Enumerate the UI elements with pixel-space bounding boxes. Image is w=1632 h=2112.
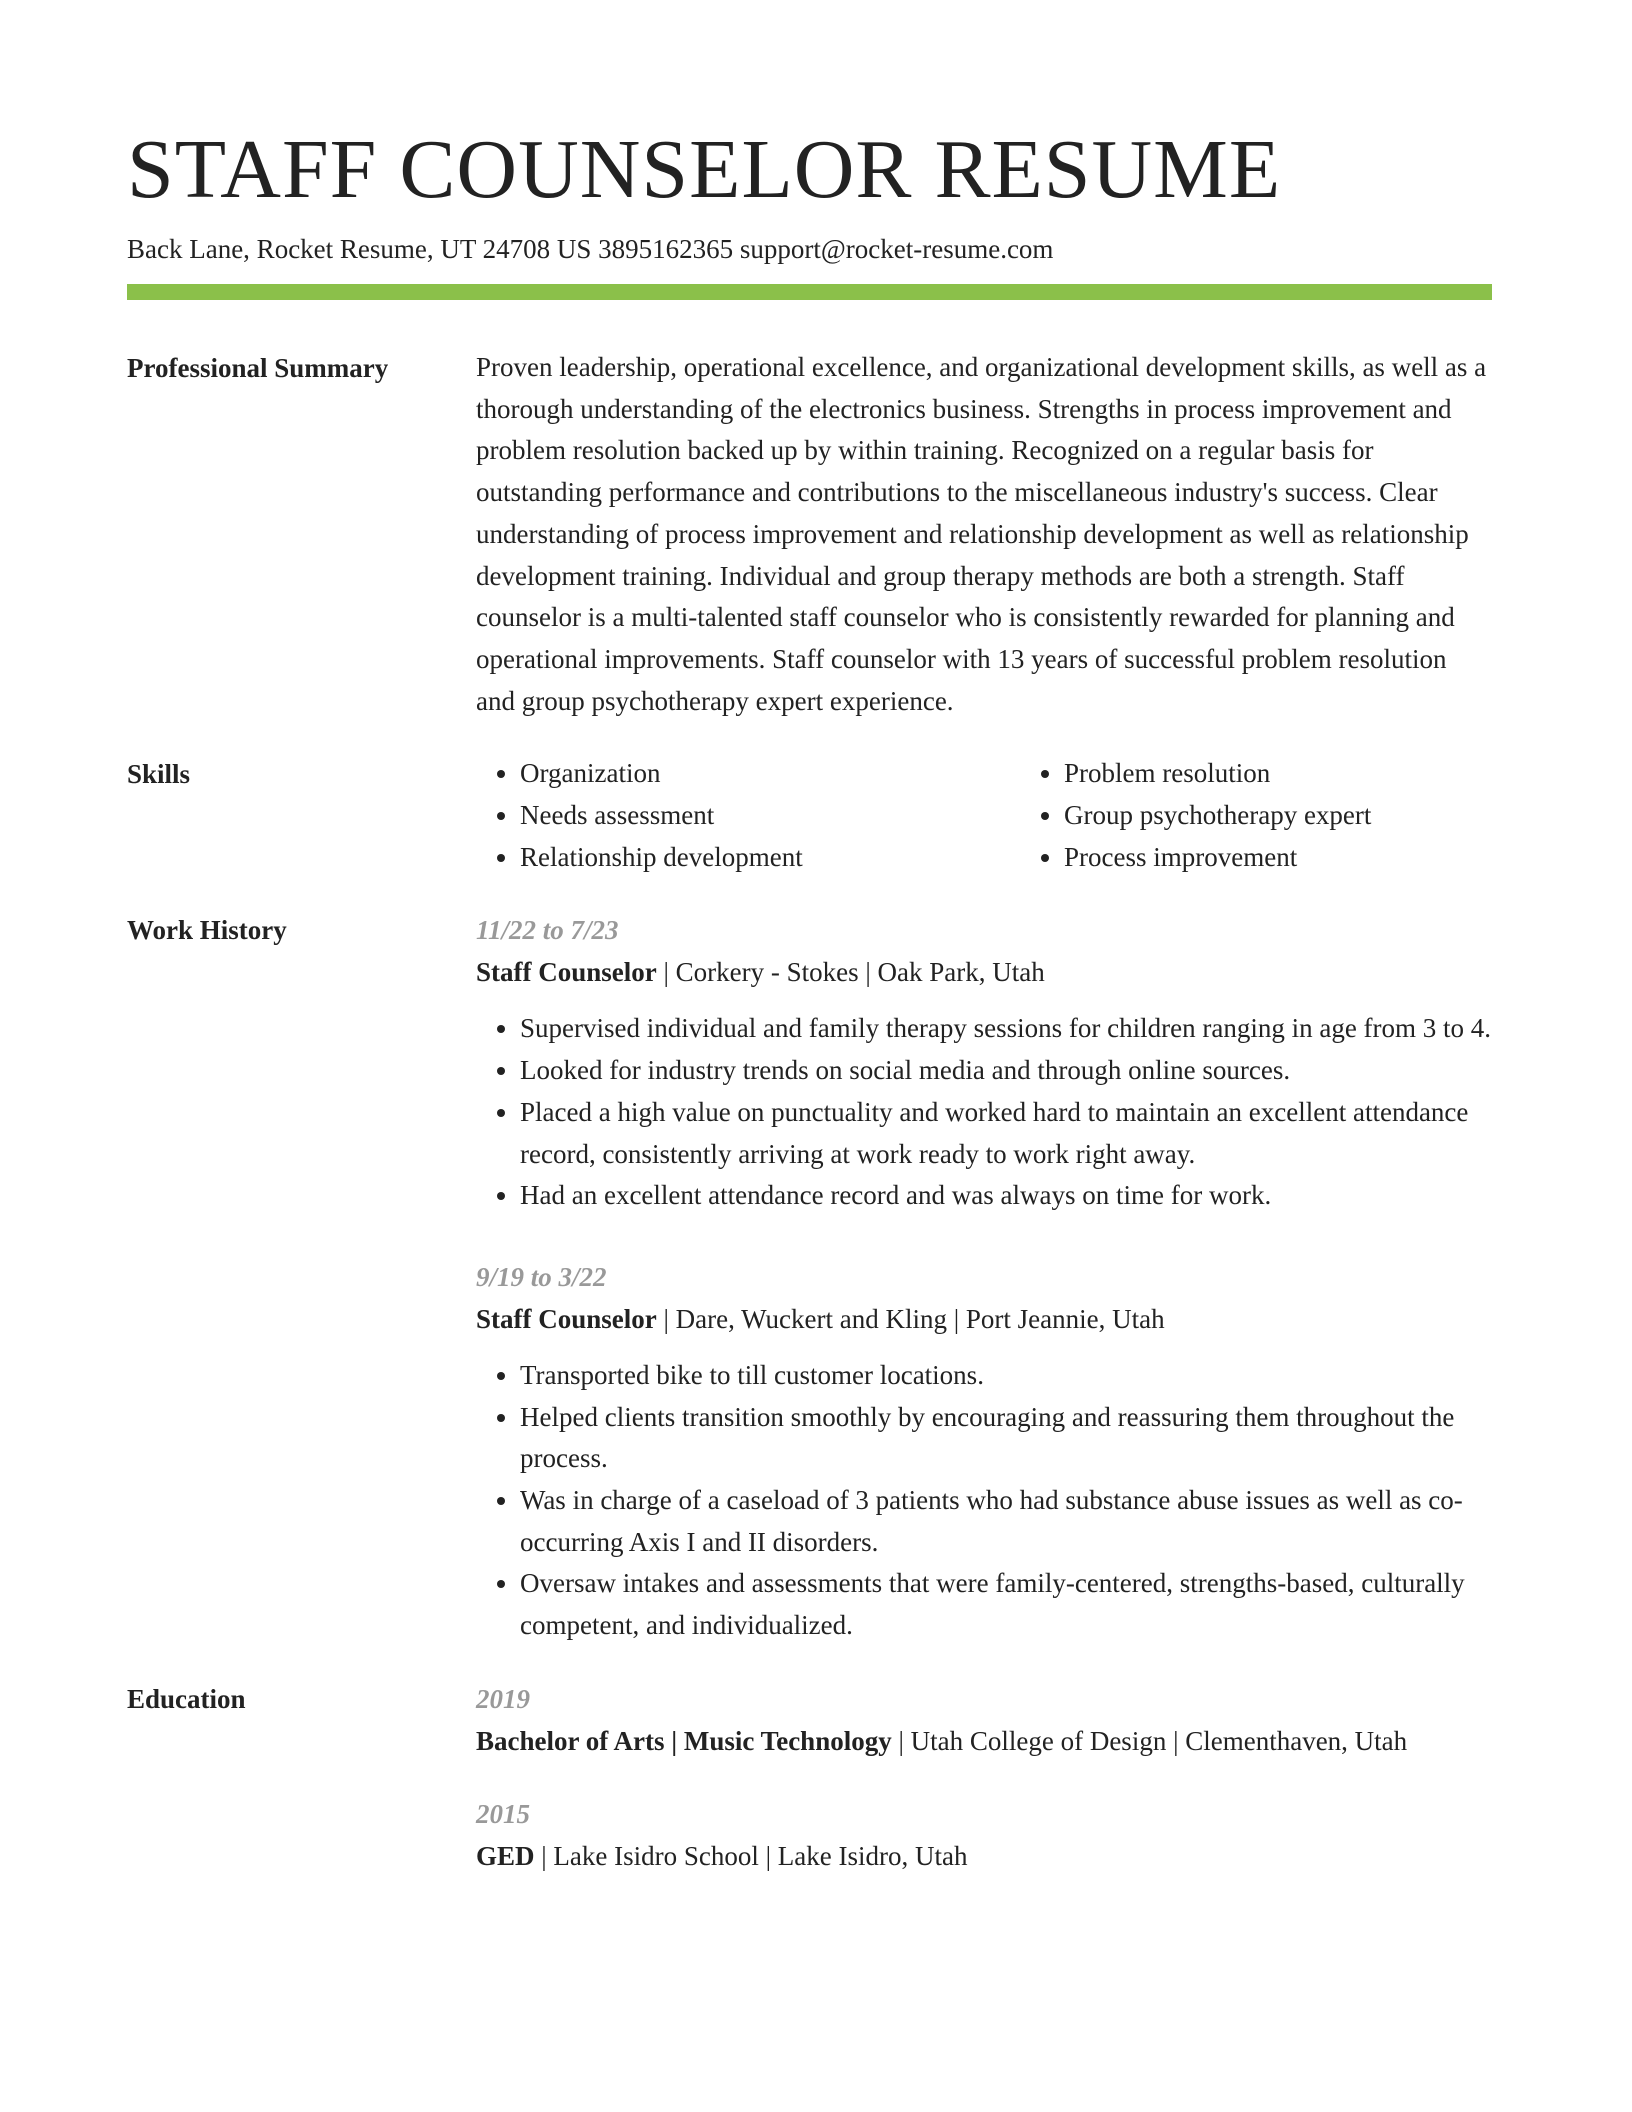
job-bullet: • Supervised individual and family therapy sessions for children ranging in age from 3 to 4. xyxy=(520,1008,1492,1050)
skills-grid xyxy=(476,753,1564,878)
school-location: | Lake Isidro School | Lake Isidro, Utah xyxy=(534,1840,968,1871)
work-history-body xyxy=(476,909,1492,1646)
education-year: 2019 xyxy=(476,1683,530,1714)
education-entry xyxy=(476,1793,1492,1877)
job-employer-location: | Dare, Wuckert and Kling | Port Jeannie, Utah xyxy=(656,1303,1165,1334)
job-title: Staff Counselor xyxy=(476,1303,657,1334)
skill-item: • Relationship development xyxy=(520,837,1020,879)
section-label-summary: Professional Summary xyxy=(127,353,389,383)
degree-name: Bachelor of Arts | Music Technology xyxy=(476,1725,892,1756)
job-employer-location: | Corkery - Stokes | Oak Park, Utah xyxy=(656,957,1045,988)
job-bullet: • Helped clients transition smoothly by encouraging and reassuring them throughout the process. xyxy=(520,1397,1492,1480)
degree-name: GED xyxy=(476,1840,535,1871)
summary-section xyxy=(127,347,1492,722)
skills-list-left xyxy=(476,753,1020,878)
skill-item: • Problem resolution xyxy=(1064,753,1564,795)
page-title: STAFF COUNSELOR RESUME xyxy=(127,123,1282,216)
job-heading xyxy=(476,1298,1492,1340)
job-heading xyxy=(476,951,1492,993)
job-bullet: • Transported bike to till customer locations. xyxy=(520,1355,1492,1397)
education-heading xyxy=(476,1720,1492,1762)
skill-item: • Needs assessment xyxy=(520,795,1020,837)
job-entry xyxy=(476,909,1492,1217)
section-label-work: Work History xyxy=(127,915,287,946)
job-bullets xyxy=(476,1008,1492,1217)
contact-line: Back Lane, Rocket Resume, UT 24708 US 3895162365 support@rocket-resume.com xyxy=(127,234,1054,264)
job-bullet: • Was in charge of a caseload of 3 patients who had substance abuse issues as well as co-occurring Axis I and II disorders. xyxy=(520,1480,1492,1563)
education-body xyxy=(476,1678,1492,1877)
skill-item: • Group psychotherapy expert xyxy=(1064,795,1564,837)
education-section xyxy=(127,1678,1492,1877)
job-title: Staff Counselor xyxy=(476,957,657,988)
section-label-skills: Skills xyxy=(127,759,191,790)
skill-item: • Organization xyxy=(520,753,1020,795)
job-bullet: • Had an excellent attendance record and was always on time for work. xyxy=(520,1175,1492,1217)
job-entry xyxy=(476,1256,1492,1647)
resume-page xyxy=(127,118,1492,1877)
job-bullets xyxy=(476,1355,1492,1647)
job-bullet: • Looked for industry trends on social media and through online sources. xyxy=(520,1050,1492,1092)
job-bullet: • Placed a high value on punctuality and worked hard to maintain an excellent attendance record, consistently arriving at work ready to work right away. xyxy=(520,1092,1492,1175)
job-bullet: • Oversaw intakes and assessments that were family-centered, strengths-based, culturally competent, and individualized. xyxy=(520,1563,1492,1646)
education-entry xyxy=(476,1678,1492,1762)
job-dates: 11/22 to 7/23 xyxy=(476,915,619,946)
accent-divider xyxy=(127,284,1492,300)
section-label-education: Education xyxy=(127,1683,246,1714)
skills-section xyxy=(127,753,1492,878)
work-history-section xyxy=(127,909,1492,1646)
education-heading xyxy=(476,1835,1492,1877)
education-year: 2015 xyxy=(476,1798,530,1829)
school-location: | Utah College of Design | Clementhaven, Utah xyxy=(891,1725,1408,1756)
skill-item: • Process improvement xyxy=(1064,837,1564,879)
skills-list-right xyxy=(1020,753,1564,878)
summary-text: Proven leadership, operational excellence, and organizational development skills, as well as a thorough understanding of the electronics business. Strengths in process improvement and problem resolution backed up by within training. Recognized on a regular basis for outstanding performance and contributions to the miscellaneous industry's success. Clear understanding of process improvement and relationship development as well as relationship development training. Individual and group therapy methods are both a strength. Staff counselor is a multi-talented staff counselor who is consistently rewarded for planning and operational improvements. Staff counselor with 13 years of successful problem resolution and group psychotherapy expert experience. xyxy=(476,352,1487,716)
job-dates: 9/19 to 3/22 xyxy=(476,1261,607,1292)
